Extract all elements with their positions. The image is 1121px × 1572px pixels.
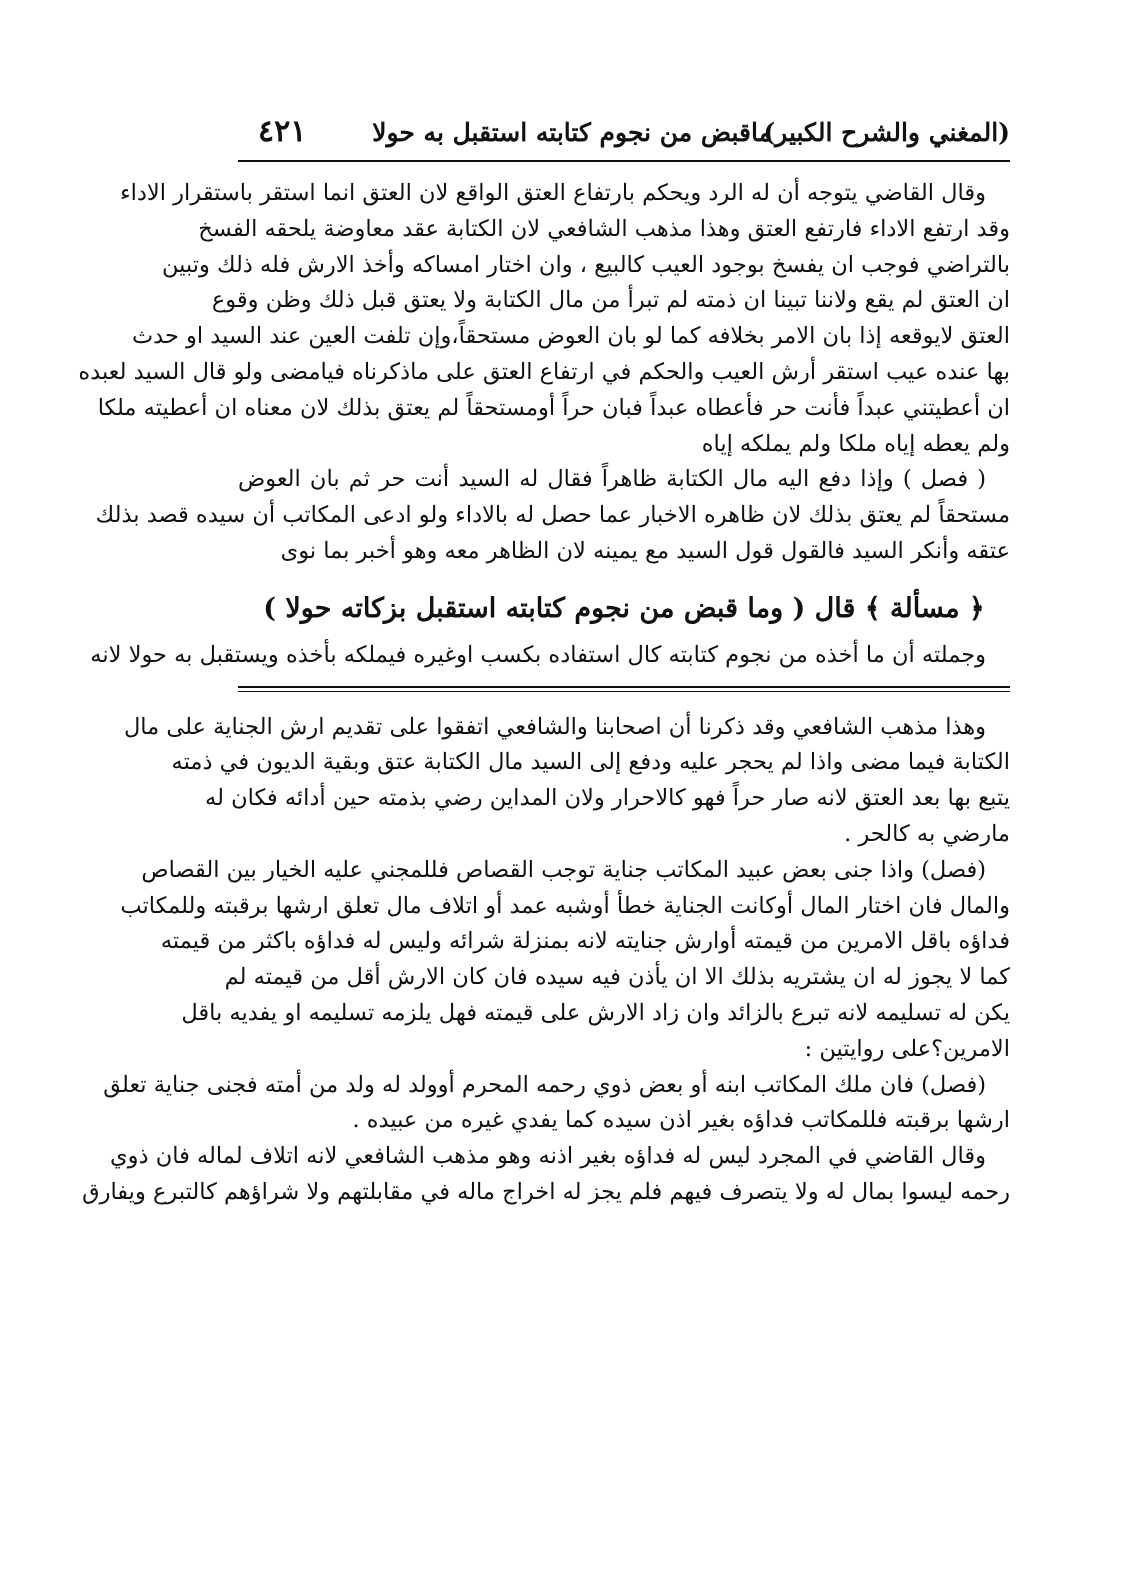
text-line: يكن له تسليمه لانه تبرع بالزائد وان زاد الارش على قيمته فهل يلزمه تسليمه او يفديه باقل <box>181 999 1010 1026</box>
text-line: وهذا مذهب الشافعي وقد ذكرنا أن اصحابنا والشافعي اتفقوا على تقديم ارش الجناية على مال <box>123 713 986 740</box>
page-number: ٤٢١ <box>258 114 307 149</box>
text-line: (فصل) فان ملك المكاتب ابنه أو بعض ذوي رحمه المحرم أوولد له ولد من أمته فجنى جناية تعلق <box>103 1071 986 1098</box>
main-text <box>78 176 1010 570</box>
text-line: وقد ارتفع الاداء فارتفع العتق وهذا مذهب الشافعي لان الكتابة عقد معاوضة يلحقه الفسخ <box>198 215 1010 242</box>
masala-heading: ﴿ مسألة ﴾ قال ( وما قبض من نجوم كتابته استقبل بزكاته حولا ) <box>263 592 985 624</box>
text-line: والمال فان اختار المال أوكانت الجناية خطأ أوشبه عمد أو اتلاف مال تعلق ارشها برقبته وللمكاتب <box>120 892 1010 919</box>
text-line: ان أعطيتني عبداً فأنت حر فأعطاه عبداً فبان حراً أومستحقاً لم يعتق بذلك لان معناه ان أعطيته ملكا <box>97 394 1010 421</box>
text-line: بالتراضي فوجب ان يفسخ بوجود العيب كالبيع ، وان اختار امساكه وأخذ الارش فله ذلك وتبين <box>162 251 1010 278</box>
text-line: ارشها برقبته فللمكاتب فداؤه بغير اذن سيده كما يفدي غيره من عبيده . <box>352 1107 1010 1134</box>
book-title: (المغني والشرح الكبير) <box>763 118 1010 147</box>
text-line: فداؤه باقل الامرين من قيمته أوارش جنايته لانه بمنزلة شرائه وليس له فداؤه باكثر من قيمته <box>160 928 1010 955</box>
text-line: ان العتق لم يقع ولاننا تبينا ان ذمته لم تبرأ من مال الكتابة ولا يعتق قبل ذلك وظن وقوع <box>211 287 1010 314</box>
text-line: عتقه وأنكر السيد فالقول قول السيد مع يمينه لان الظاهر معه وهو أخبر بما نوى <box>280 537 1010 564</box>
section-title: ماقبض من نجوم كتابته استقبل به حولا <box>372 118 772 147</box>
text-line: العتق لايوقعه إذا بان الامر بخلافه كما لو بان العوض مستحقاً،وإن تلفت العين عند السيد او حدث <box>131 323 1010 350</box>
text-line: وقال القاضي يتوجه أن له الرد ويحكم بارتفاع العتق الواقع لان العتق انما استقر باستقرار الاداء <box>120 180 986 206</box>
text-line: بها عنده عيب استقر أرش العيب والحكم في ارتفاع العتق على ماذكرناه فيامضى ولو قال السيد لعبده <box>78 358 1010 385</box>
text-line: (فصل) واذا جنى بعض عبيد المكاتب جناية توجب القصاص فللمجني عليه الخيار بين القصاص <box>141 856 986 883</box>
text-line: وجملته أن ما أخذه من نجوم كتابته كال استفاده بكسب اوغيره فيملكه بأخذه ويستقبل به حولا لانه <box>90 641 986 668</box>
text-line: مستحقاً لم يعتق بذلك لان ظاهره الاخبار عما حصل له بالاداء ولو ادعى المكاتب أن سيده قصد بذلك <box>95 502 1010 529</box>
commentary-text <box>82 710 1010 1211</box>
text-line: كما لا يجوز له ان يشتريه بذلك الا ان يأذن فيه سيده فان كان الارش أقل من قيمته لم <box>224 964 1010 991</box>
text-line: رحمه ليسوا بمال له ولا يتصرف فيهم فلم يجز له اخراج ماله في مقابلتهم ولا شراؤهم كالتبرع ويفارق <box>82 1178 1010 1205</box>
text-line: الامرين؟على روايتين : <box>804 1035 1010 1062</box>
text-line: وقال القاضي في المجرد ليس له فداؤه بغير اذنه وهو مذهب الشافعي لانه اتلاف لماله فان ذوي <box>110 1143 986 1170</box>
text-line: الكتابة فيما مضى واذا لم يحجر عليه ودفع إلى السيد مال الكتابة عتق وبقية الديون في ذمته <box>171 749 1010 776</box>
text-line: ولم يعطه إياه ملكا ولم يملكه إياه <box>701 430 1010 457</box>
text-line: يتبع بها بعد العتق لانه صار حراً فهو كالاحرار ولان المداين رضي بذمته حين أدائه فكان له <box>205 785 1010 812</box>
book-page <box>78 112 1010 1211</box>
text-line: ( فصل ) وإذا دفع اليه مال الكتابة ظاهراً فقال له السيد أنت حر ثم بان العوض <box>238 466 986 493</box>
commentary-separator <box>238 686 1010 692</box>
running-header <box>238 112 1010 162</box>
text-line: مارضي به كالحر . <box>844 820 1010 847</box>
